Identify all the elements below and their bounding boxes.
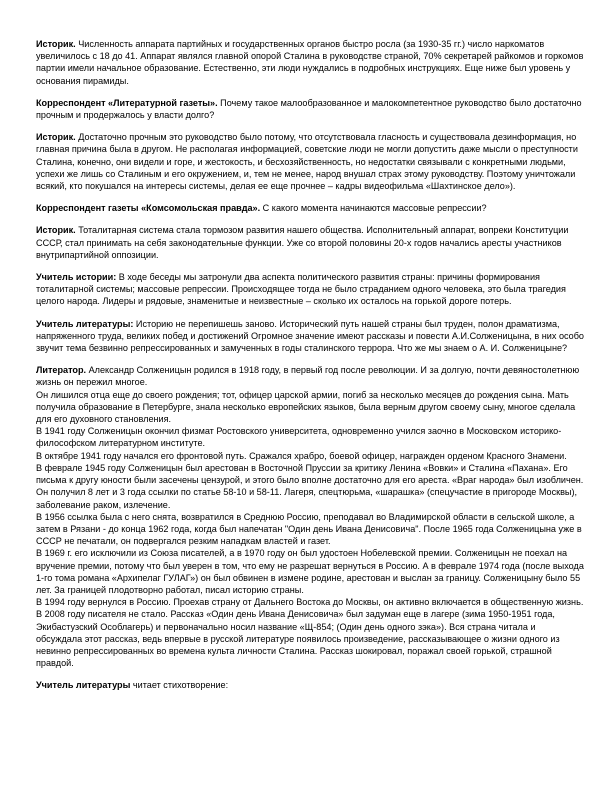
speaker-label: Корреспондент «Литературной газеты». — [36, 97, 218, 108]
paragraph-text: В ходе беседы мы затронули два аспекта политического развития страны: причины формирования тоталитарной системы; массовые репрессии. Происходящее тогда не было страданием одного человека, это была трагедия целого народа. Лидеры и рядовые, знаменитые и неизвестные – сколько их осталось на горькой дороге потерь. — [36, 272, 566, 307]
speaker-label: Историк. — [36, 132, 76, 143]
speaker-label: Историк. — [36, 39, 76, 49]
paragraph-correspondent-komsomolskaya — [36, 202, 584, 214]
speaker-label: Корреспондент газеты «Комсомольская правда». — [36, 203, 261, 214]
speaker-label: Учитель литературы: — [36, 318, 134, 329]
speaker-label: Историк. — [36, 225, 76, 236]
paragraph-historian-3 — [36, 224, 584, 261]
paragraph-text: Достаточно прочным это руководство было потому, что отсутствовала гласность и существовала дезинформация, но главная причина была в другом. Не располагая информацией, советские люди не могли допустить даже мысли о преступности Сталина, конечно, они видели и горе, и жестокость, и бесхозяйственность, но недостатки связывали с конкретными людьми, успехи же лишь со Сталиным и его окружением, и, тем не менее, народ внушал страх этому руководству. Поэтому уничтожали всякий, кто покушался на интересы системы, делая ее еще прочнее – кадры видеофильма «Шахтинское дело»). — [36, 132, 578, 192]
literator-line: В 1941 году Солженицын окончил физмат Ростовского университета, одновременно учился заочно в Московском историко-философском литературном институте. — [36, 426, 562, 449]
paragraph-text: Историю не перепишешь заново. Исторический путь нашей страны был труден, полон драматизма, напряженного труда, великих побед и достижений Огромное значение имеют рассказы и повести А.И.Солженицына, в них особо звучит тема безвинно репрессированных и замученных в годы сталинского террора. Что же мы знаем о А. И. Солженицыне? — [36, 318, 584, 354]
paragraph-literator — [36, 364, 584, 669]
literator-line: В феврале 1945 году Солженицын был арестован в Восточной Пруссии за критику Ленина «Вовки» и Сталина «Пахана». Его письма к другу юности были засечены цензурой, и этого было вполне достаточно для его ареста. «Враг народа» был изобличен. Он получил 8 лет и 3 года ссылки по статье 58-10 и 58-11. Лагеря, спецтюрьма, «шарашка» (спецучастие в пригороде Москвы), заболевание раком, излечение. — [36, 462, 584, 510]
paragraph-history-teacher — [36, 271, 584, 308]
literator-line: В октябре 1941 году начался его фронтовой путь. Сражался храбро, боевой офицер, награжден орденом Красного Знамени. — [36, 450, 567, 461]
speaker-label: Учитель истории: — [36, 272, 117, 283]
paragraph-correspondent-literaturnaya — [36, 97, 584, 121]
paragraph-literature-teacher — [36, 318, 584, 355]
paragraph-text: Численность аппарата партийных и государственных органов быстро росла (за 1930-35 гг.) число наркоматов увеличилось с 18 до 41. Аппарат являлся главной опорой Сталина в руководстве страной, 70% секретарей райкомов и горкомов партии имели начальное образование. Естественно, эти люди нуждались в подробных инструкциях. Еще ниже был уровень у основания пирамиды. — [36, 39, 584, 86]
paragraph-historian-2 — [36, 131, 584, 192]
paragraph-text: читает стихотворение: — [130, 680, 229, 691]
line-text: Александр Солженицын родился в 1918 году, в первый год после революции. И за долгую, почти девяностолетнюю жизнь он пережил многое. — [36, 365, 580, 388]
paragraph-closing — [36, 679, 584, 691]
literator-line: Он лишился отца еще до своего рождения; тот, офицер царской армии, погиб за несколько месяцев до рождения сына. Мать получила образование в Петербурге, знала несколько европейских языков, была верным другом своему сыну, многое сделала для его духовного становления. — [36, 389, 576, 425]
paragraph-text: Почему такое малообразованное и малокомпетентное руководство было достаточно прочным и продержалось у власти долго? — [36, 97, 582, 121]
speaker-label: Литератор. — [36, 365, 87, 376]
literator-line: В 1956 ссылка была с него снята, возвратился в Среднюю Россию, преподавал во Владимирской области в сельской школе, а затем в Рязани - до конца 1962 года, когда был напечатан "Один день Ивана Денисовича". После 1965 года Солженицына уже в СССР не печатали, он подвергался резким нападкам властей и газет. — [36, 511, 582, 547]
literator-line: В 1969 г. его исключили из Союза писателей, а в 1970 году он был удостоен Нобелевской премии. Солженицын не поехал на вручение премии, потому что был уверен в том, что ему не разрешат вернуться в Россию. А в феврале 1974 года (после выхода 1-го тома романа «Архипелаг ГУЛАГ») он был обвинен в измене родине, арестован и выслан за границу. Солженицыну было 55 лет. За границей плодотворно работал, писал историю страны. — [36, 548, 584, 595]
literator-line — [36, 364, 584, 388]
paragraph-text: С какого момента начинаются массовые репрессии? — [260, 203, 487, 214]
literator-line: В 1994 году вернулся в Россию. Проехав страну от Дальнего Востока до Москвы, он активно включается в общественную жизнь. В 2008 году писателя не стало. Рассказ «Один день Ивана Денисовича» был задуман еще в лагере (зима 1950-1951 года, Экибастузский Особлагерь) и первоначально носил название «Щ-854; (Один день одного зэка»). Вся страна читала и обсуждала этот рассказ, ведь впервые в русской литературе появилось произведение, рассказывающее о жизни одного из невинно репрессированных во времена культа личности Сталина. Рассказ шокировал, поражал своей горькой, страшной правдой. — [36, 597, 584, 669]
paragraph-historian-1 — [36, 38, 584, 87]
paragraph-text: Тоталитарная система стала тормозом развития нашего общества. Исполнительный аппарат, вопреки Конституции СССР, стал принимать на себя законодательные функции. Уже со второй половины 20-х годов начались аресты участников внутрипартийной оппозиции. — [36, 225, 569, 260]
speaker-label: Учитель литературы — [36, 680, 131, 691]
